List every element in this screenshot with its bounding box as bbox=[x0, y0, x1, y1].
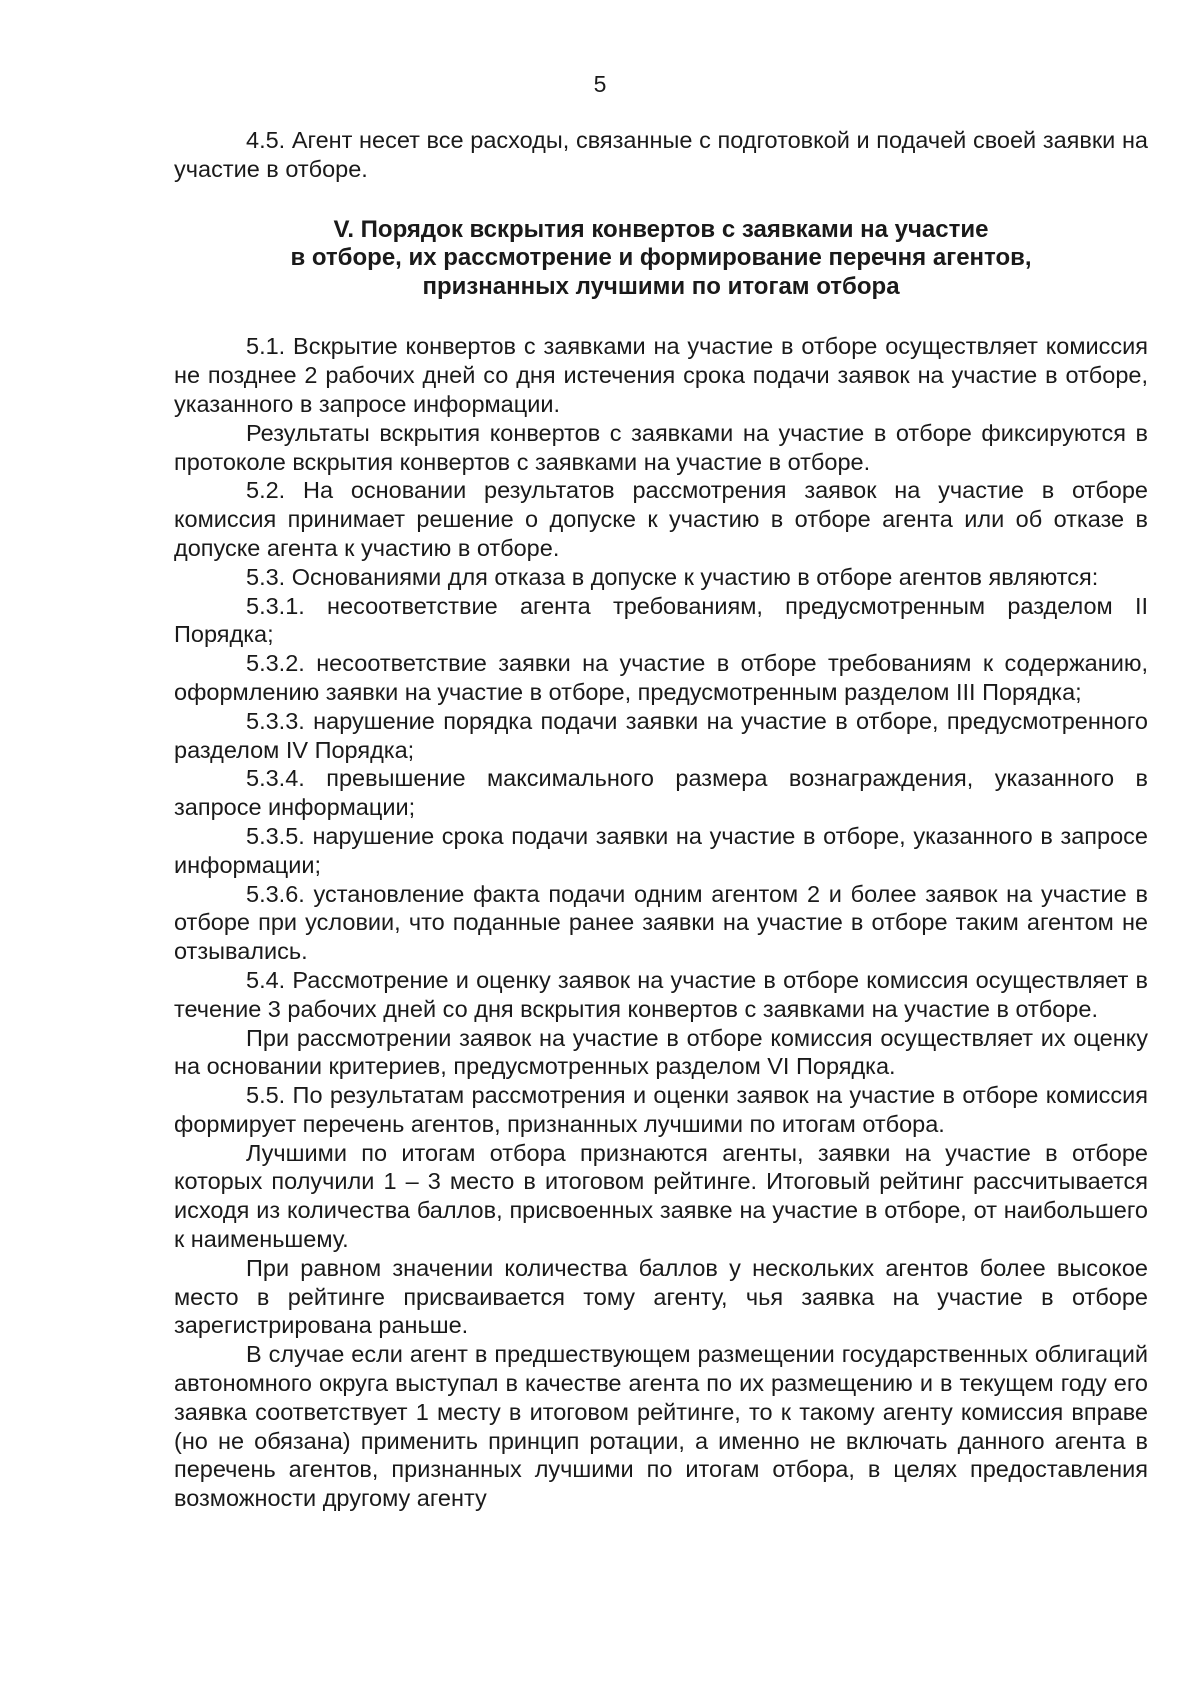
section-heading-line: в отборе, их рассмотрение и формирование перечня агентов, bbox=[290, 244, 1032, 272]
section-heading bbox=[174, 216, 1148, 302]
section-heading-line: признанных лучшими по итогам отбора bbox=[422, 272, 900, 300]
paragraph-4-5: 4.5. Агент несет все расходы, связанные с подготовкой и подачей своей заявки на участие в отборе. bbox=[174, 127, 1148, 182]
paragraph-evaluation-criteria: При рассмотрении заявок на участие в отборе комиссия осуществляет их оценку на основании критериев, предусмотренных разделом VI Порядка. bbox=[174, 1024, 1148, 1080]
paragraph-5-3-1: 5.3.1. несоответствие агента требованиям, предусмотренным разделом II Порядка; bbox=[174, 592, 1148, 648]
paragraph-5-3-6: 5.3.6. установление факта подачи одним агентом 2 и более заявок на участие в отборе при условии, что поданные ранее заявки на участие в отборе таким агентом не отзывались. bbox=[174, 880, 1148, 965]
paragraph-5-1: 5.1. Вскрытие конвертов с заявками на участие в отборе осуществляет комиссия не позднее 2 рабочих дней со дня истечения срока подачи заявок на участие в отборе, указанного в запросе информации. bbox=[174, 333, 1148, 417]
paragraph-5-3-2: 5.3.2. несоответствие заявки на участие в отборе требованиям к содержанию, оформлению заявки на участие в отборе, предусмотренным разделом III Порядка; bbox=[174, 650, 1148, 705]
paragraph-5-3: 5.3. Основаниями для отказа в допуске к участию в отборе агентов являются: bbox=[246, 563, 1099, 590]
document-body bbox=[174, 126, 1148, 1513]
paragraph-5-3-4: 5.3.4. превышение максимального размера вознаграждения, указанного в запросе информации; bbox=[174, 765, 1148, 821]
paragraph-5-3-3: 5.3.3. нарушение порядка подачи заявки на участие в отборе, предусмотренного разделом IV Порядка; bbox=[174, 707, 1148, 763]
paragraph-5-2: 5.2. На основании результатов рассмотрения заявок на участие в отборе комиссия принимает решение о допуске к участию в отборе агента или об отказе в допуске агента к участию в отборе. bbox=[174, 477, 1148, 561]
page-number: 5 bbox=[593, 71, 607, 97]
paragraph-5-4: 5.4. Рассмотрение и оценку заявок на участие в отборе комиссия осуществляет в течение 3 рабочих дней со дня вскрытия конвертов с заявками на участие в отборе. bbox=[174, 966, 1148, 1022]
paragraph-equal-points: При равном значении количества баллов у нескольких агентов более высокое место в рейтинге присваивается тому агенту, чья заявка на участие в отборе зарегистрирована раньше. bbox=[174, 1254, 1148, 1339]
paragraph-opening-results: Результаты вскрытия конвертов с заявками на участие в отборе фиксируются в протоколе вскрытия конвертов с заявками на участие в отборе. bbox=[174, 419, 1148, 475]
section-heading-line: V. Порядок вскрытия конвертов с заявками на участие bbox=[333, 215, 989, 243]
paragraph-5-3-5: 5.3.5. нарушение срока подачи заявки на участие в отборе, указанного в запросе информации; bbox=[174, 822, 1148, 878]
paragraph-5-5: 5.5. По результатам рассмотрения и оценки заявок на участие в отборе комиссия формирует перечень агентов, признанных лучшими по итогам отбора. bbox=[174, 1082, 1148, 1137]
paragraph-best-agents: Лучшими по итогам отбора признаются агенты, заявки на участие в отборе которых получили 1 – 3 место в итоговом рейтинге. Итоговый рейтинг рассчитывается исходя из количества баллов, присвоенных заявке на участие в отборе, от наибольшего к наименьшему. bbox=[174, 1139, 1148, 1253]
paragraph-rotation-principle: В случае если агент в предшествующем размещении государственных облигаций автономного округа выступал в качестве агента по их размещению и в текущем году его заявка соответствует 1 месту в итоговом рейтинге, то к такому агенту комиссия вправе (но не обязана) применить принцип ротации, а именно не включать данного агента в перечень агентов, признанных лучшими по итогам отбора, в целях предоставления возможности другому агенту bbox=[174, 1341, 1148, 1512]
